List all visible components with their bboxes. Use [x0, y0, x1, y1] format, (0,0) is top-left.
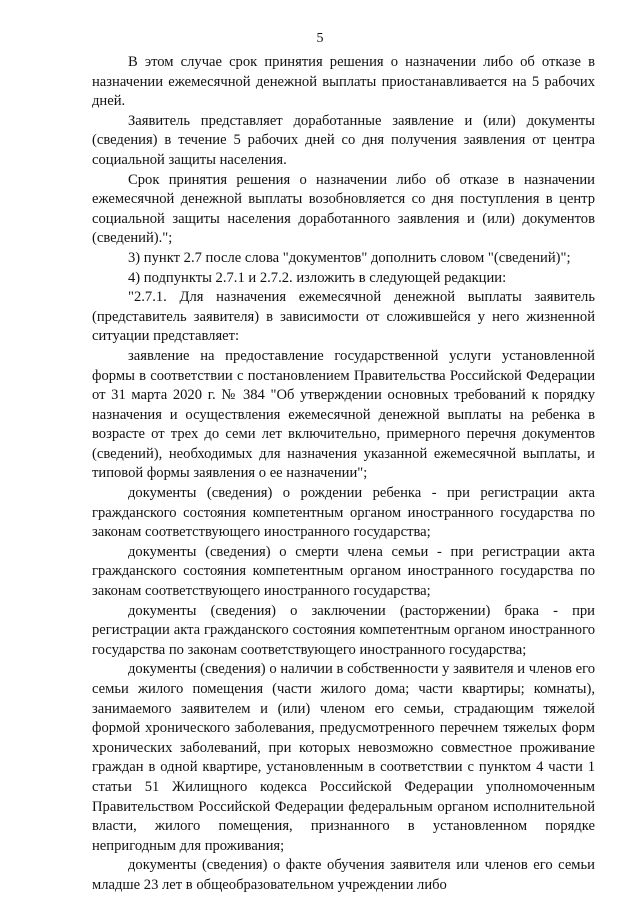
page-number: 5	[316, 31, 324, 46]
paragraph-birth-documents: документы (сведения) о рождении ребенка - при регистрации акта гражданского состояния компетентным органом иностранного государства по законам соответствующего иностранного государства;	[92, 485, 595, 541]
paragraph-resubmission: Заявитель представляет доработанные заявление и (или) документы (сведения) в течение 5 рабочих дней со дня получения заявления от центра социальной защиты населения.	[92, 112, 595, 168]
paragraph-death-documents: документы (сведения) о смерти члена семьи - при регистрации акта гражданского состояния компетентным органом иностранного государства по законам соответствующего иностранного государства;	[92, 543, 595, 600]
paragraph-item-3: 3) пункт 2.7 после слова "документов" дополнить словом "(сведений)";	[128, 249, 571, 266]
paragraph-marriage-documents: документы (сведения) о заключении (расторжении) брака - при регистрации акта гражданского состояния компетентным органом иностранного государства по законам соответствующего иностранного государства;	[92, 602, 595, 658]
paragraph-subclause-2-7-1: "2.7.1. Для назначения ежемесячной денежной выплаты заявитель (представитель заявителя) в зависимости от сложившейся у него жизненной ситуации представляет:	[92, 289, 595, 345]
document-body	[92, 53, 595, 896]
paragraph-suspension-term: В этом случае срок принятия решения о назначении либо об отказе в назначении ежемесячной денежной выплаты приостанавливается на 5 рабочих дней.	[92, 54, 595, 110]
paragraph-item-4: 4) подпункты 2.7.1 и 2.7.2. изложить в следующей редакции:	[128, 269, 507, 286]
paragraph-term-resumed: Срок принятия решения о назначении либо об отказе в назначении ежемесячной денежной выплаты возобновляется со дня поступления в центр социальной защиты населения доработанного заявления и (или) документов (сведений).";	[92, 171, 595, 247]
paragraph-education-documents: документы (сведения) о факте обучения заявителя или членов его семьи младше 23 лет в общеобразовательном учреждении либо	[92, 857, 595, 893]
paragraph-application-form: заявление на предоставление государственной услуги установленной формы в соответствии с постановлением Правительства Российской Федерации от 31 марта 2020 г. № 384 "Об утверждении основных требований к порядку назначения и осуществления ежемесячной денежной выплаты на ребенка в возрасте от трех до семи лет включительно, примерного перечня документов (сведений), необходимых для назначения указанной ежемесячной выплаты, и типовой формы заявления о ее назначении";	[92, 347, 595, 482]
paragraph-housing-documents: документы (сведения) о наличии в собственности у заявителя и членов его семьи жилого помещения (части жилого дома; части квартиры; комнаты), занимаемого заявителем и (или) членом его семьи, страдающим тяжелой формой хронического заболевания, предусмотренного перечнем тяжелых форм хронических заболеваний, при которых невозможно совместное проживание граждан в одной квартире, установленным в соответствии с пунктом 4 части 1 статьи 51 Жилищного кодекса Российской Федерации уполномоченным Правительством Российской Федерации федеральным органом исполнительной власти, жилого помещения, признанного в установленном порядке непригодным для проживания;	[92, 661, 595, 854]
